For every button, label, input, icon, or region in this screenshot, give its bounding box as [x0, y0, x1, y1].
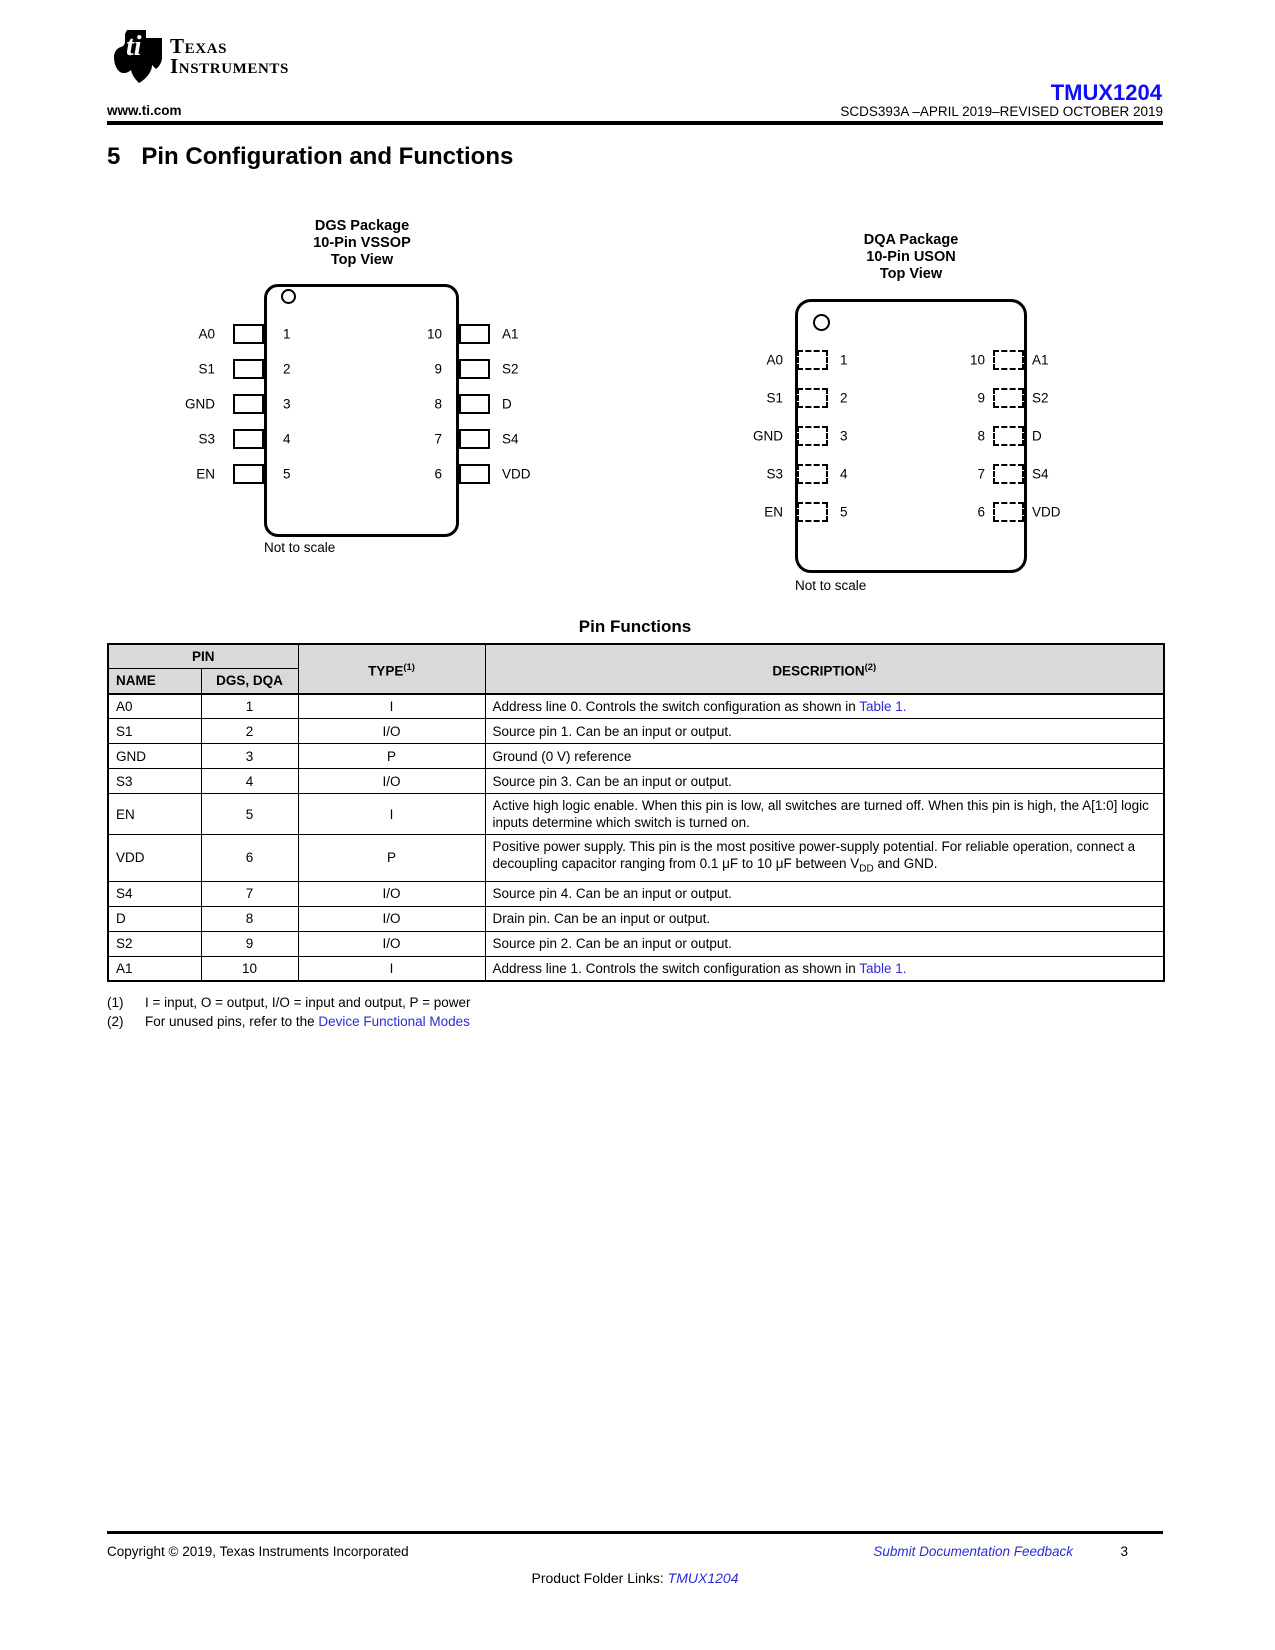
pin-row — [170, 351, 554, 386]
pin-pad-right — [993, 464, 1024, 484]
section-title: Pin Configuration and Functions — [141, 143, 514, 170]
table-1-link[interactable]: Table 1. — [859, 698, 907, 714]
pin-row — [731, 417, 1091, 455]
pin-description-cell: Positive power supply. This pin is the most positive power-supply potential. For reliable operation, connect a decoupling capacitor ranging from 0.1 μF to 10 μF between $V_{DD}$ and GND. — [485, 835, 1164, 882]
pin-lead-right — [459, 324, 490, 344]
pin-type-cell: I/O — [298, 769, 485, 794]
pin-name-cell: S4 — [108, 881, 201, 906]
pin-label-left: EN — [196, 466, 215, 481]
pin-pad-left — [797, 502, 828, 522]
pin-number-cell: 2 — [201, 719, 298, 744]
pin-pad-right — [993, 426, 1024, 446]
pin-description-cell: Drain pin. Can be an input or output. — [485, 906, 1164, 931]
pin-number-right: 7 — [977, 466, 985, 482]
copyright-notice: Copyright © 2019, Texas Instruments Incorporated — [107, 1544, 409, 1559]
pin-description-cell: Address line 0. Controls the switch configuration as shown in Table 1. — [485, 694, 1164, 719]
pin-number-cell: 5 — [201, 794, 298, 835]
pin-type-cell: I/O — [298, 906, 485, 931]
pin-number-right: 8 — [977, 428, 985, 444]
not-to-scale-note: Not to scale — [264, 540, 336, 555]
pin-number-cell: 6 — [201, 835, 298, 882]
pin-number-left: 5 — [283, 466, 291, 481]
pin-type-cell: I/O — [298, 881, 485, 906]
ti-logo-wordmark — [170, 34, 289, 78]
website-link[interactable]: www.ti.com — [107, 103, 182, 118]
pin-label-left: A0 — [198, 326, 215, 341]
pin-description-cell: Address line 1. Controls the switch configuration as shown in Table 1. — [485, 956, 1164, 981]
pin-number-left: 2 — [283, 361, 291, 376]
ti-bug-icon — [112, 28, 164, 89]
pin-number-left: 4 — [283, 431, 291, 446]
pin-number-right: 6 — [977, 504, 985, 520]
pin-number-left: 1 — [840, 352, 848, 368]
pin-name-cell: VDD — [108, 835, 201, 882]
pin-lead-right — [459, 464, 490, 484]
pin-pad-left — [797, 350, 828, 370]
pin-row — [731, 493, 1091, 531]
pin-label-left: S3 — [198, 431, 215, 446]
pin-number-right: 9 — [977, 390, 985, 406]
pin-number-cell: 10 — [201, 956, 298, 981]
pin-type-cell: I — [298, 794, 485, 835]
pin-functions-title: Pin Functions — [578, 617, 692, 636]
pin-label-right: S4 — [1032, 466, 1049, 482]
pin-number-right: 6 — [434, 466, 442, 481]
pin-number-right: 10 — [426, 326, 442, 341]
footnote-2: (2) For unused pins, refer to the Device Functional Modes — [107, 1014, 470, 1029]
footnote-1: (1) I = input, O = output, I/O = input and output, P = power — [107, 995, 471, 1010]
pin-label-right: S4 — [502, 431, 519, 446]
pin-row — [170, 316, 554, 351]
pin-row — [731, 379, 1091, 417]
column-header-type: TYPE$^{(1)}$ — [298, 644, 485, 694]
pin-number-cell: 7 — [201, 881, 298, 906]
pin-name-cell: A0 — [108, 694, 201, 719]
pin-name-cell: GND — [108, 744, 201, 769]
table-row — [108, 835, 1164, 882]
pin-description-cell: Source pin 4. Can be an input or output. — [485, 881, 1164, 906]
pin1-indicator-dot — [281, 289, 296, 304]
pin-label-right: A1 — [1032, 352, 1049, 368]
pin-name-cell: S1 — [108, 719, 201, 744]
pin-name-cell: D — [108, 906, 201, 931]
pin-pad-left — [797, 426, 828, 446]
pin-row — [731, 341, 1091, 379]
footnotes — [107, 993, 470, 1031]
pin-description-cell: Source pin 2. Can be an input or output. — [485, 931, 1164, 956]
table-row — [108, 794, 1164, 835]
pin-label-left: S1 — [766, 390, 783, 406]
page-number: 3 — [1120, 1544, 1128, 1559]
pin1-indicator-dot — [813, 314, 830, 331]
pin-number-cell: 9 — [201, 931, 298, 956]
pin-description-cell: Active high logic enable. When this pin is low, all switches are turned off. When this pin is high, the A[1:0] logic inputs determine which switch is turned on. — [485, 794, 1164, 835]
pin-label-right: S2 — [502, 361, 519, 376]
pin-lead-left — [233, 359, 264, 379]
pin-label-left: GND — [185, 396, 215, 411]
pin-type-cell: I/O — [298, 931, 485, 956]
pin-label-left: A0 — [766, 352, 783, 368]
pin-number-cell: 3 — [201, 744, 298, 769]
pin-label-right: VDD — [1032, 504, 1061, 520]
logo-word-instruments: INSTRUMENTS — [170, 54, 289, 78]
pin-pad-left — [797, 388, 828, 408]
vdd-subscript: DD — [859, 863, 874, 875]
pin-number-left: 3 — [283, 396, 291, 411]
pin-label-right: VDD — [502, 466, 531, 481]
pin-pad-left — [797, 464, 828, 484]
pin-pad-right — [993, 350, 1024, 370]
not-to-scale-note: Not to scale — [795, 578, 867, 593]
pin-lead-right — [459, 394, 490, 414]
pin-type-cell: I — [298, 956, 485, 981]
dgs-package-title: DGS Package 10-Pin VSSOP Top View — [313, 218, 411, 268]
pin-type-cell: I — [298, 694, 485, 719]
pin-name-cell: S2 — [108, 931, 201, 956]
pin-lead-left — [233, 429, 264, 449]
pin-number-cell: 4 — [201, 769, 298, 794]
svg-text:ti: ti — [126, 31, 142, 62]
pin-number-right: 10 — [969, 352, 985, 368]
pin-row — [170, 456, 554, 491]
document-info: SCDS393A –APRIL 2019–REVISED OCTOBER 2019 — [840, 104, 1163, 119]
pin-label-left: S3 — [766, 466, 783, 482]
pin-label-right: D — [1032, 428, 1042, 444]
product-folder-tmux1204-link[interactable]: TMUX1204 — [667, 1570, 739, 1586]
pin-label-right: A1 — [502, 326, 519, 341]
pin-label-left: GND — [753, 428, 783, 444]
pin-number-left: 3 — [840, 428, 848, 444]
pin-number-left: 1 — [283, 326, 291, 341]
pin-lead-right — [459, 429, 490, 449]
pin-pad-right — [993, 388, 1024, 408]
submit-documentation-feedback-link[interactable]: Submit Documentation Feedback — [873, 1544, 1073, 1559]
table-row — [108, 906, 1164, 931]
pin-row — [170, 421, 554, 456]
column-header-pin: PIN — [108, 644, 298, 669]
pin-label-left: EN — [764, 504, 783, 520]
table-row — [108, 956, 1164, 981]
pin-row — [170, 386, 554, 421]
pin-description-cell: Source pin 3. Can be an input or output. — [485, 769, 1164, 794]
dgs-package-diagram — [170, 218, 554, 568]
column-header-description: DESCRIPTION$^{(2)}$ — [485, 644, 1164, 694]
table-row — [108, 694, 1164, 719]
pin-number-right: 7 — [434, 431, 442, 446]
section-heading — [107, 143, 513, 171]
column-header-package: DGS, DQA — [201, 669, 298, 694]
pin-lead-left — [233, 464, 264, 484]
pin-type-cell: P — [298, 835, 485, 882]
pin-name-cell: A1 — [108, 956, 201, 981]
pin-type-cell: P — [298, 744, 485, 769]
pin-row — [731, 455, 1091, 493]
table-row — [108, 769, 1164, 794]
column-header-name: NAME — [108, 669, 201, 694]
pin-number-right: 9 — [434, 361, 442, 376]
pin-lead-left — [233, 394, 264, 414]
pin-type-cell: I/O — [298, 719, 485, 744]
table-1-link[interactable]: Table 1. — [859, 960, 907, 976]
pin-label-right: D — [502, 396, 512, 411]
table-row — [108, 881, 1164, 906]
section-number: 5 — [107, 143, 121, 170]
pin-name-cell: S3 — [108, 769, 201, 794]
pin-number-cell: 1 — [201, 694, 298, 719]
device-functional-modes-link[interactable]: Device Functional Modes — [318, 1014, 470, 1029]
pin-name-cell: EN — [108, 794, 201, 835]
ti-logo — [112, 28, 289, 89]
pin-lead-left — [233, 324, 264, 344]
pin-description-cell: Ground (0 V) reference — [485, 744, 1164, 769]
pin-label-left: S1 — [198, 361, 215, 376]
dqa-package-title: DQA Package 10-Pin USON Top View — [863, 232, 959, 282]
table-row — [108, 931, 1164, 956]
table-row — [108, 719, 1164, 744]
pin-pad-right — [993, 502, 1024, 522]
pin-lead-right — [459, 359, 490, 379]
pin-description-cell: Source pin 1. Can be an input or output. — [485, 719, 1164, 744]
product-folder-links: Product Folder Links: TMUX1204 — [531, 1570, 739, 1586]
logo-word-texas: TEXAS — [170, 34, 228, 58]
pin-number-cell: 8 — [201, 906, 298, 931]
pin-functions-table — [107, 643, 1165, 982]
pin-number-left: 4 — [840, 466, 848, 482]
table-row — [108, 744, 1164, 769]
header-rule — [107, 121, 1163, 125]
pin-label-right: S2 — [1032, 390, 1049, 406]
pin-number-right: 8 — [434, 396, 442, 411]
dqa-package-diagram — [731, 232, 1091, 607]
footer-rule — [107, 1531, 1163, 1534]
pin-number-left: 2 — [840, 390, 848, 406]
pin-number-left: 5 — [840, 504, 848, 520]
part-number: TMUX1204 — [1050, 80, 1162, 105]
